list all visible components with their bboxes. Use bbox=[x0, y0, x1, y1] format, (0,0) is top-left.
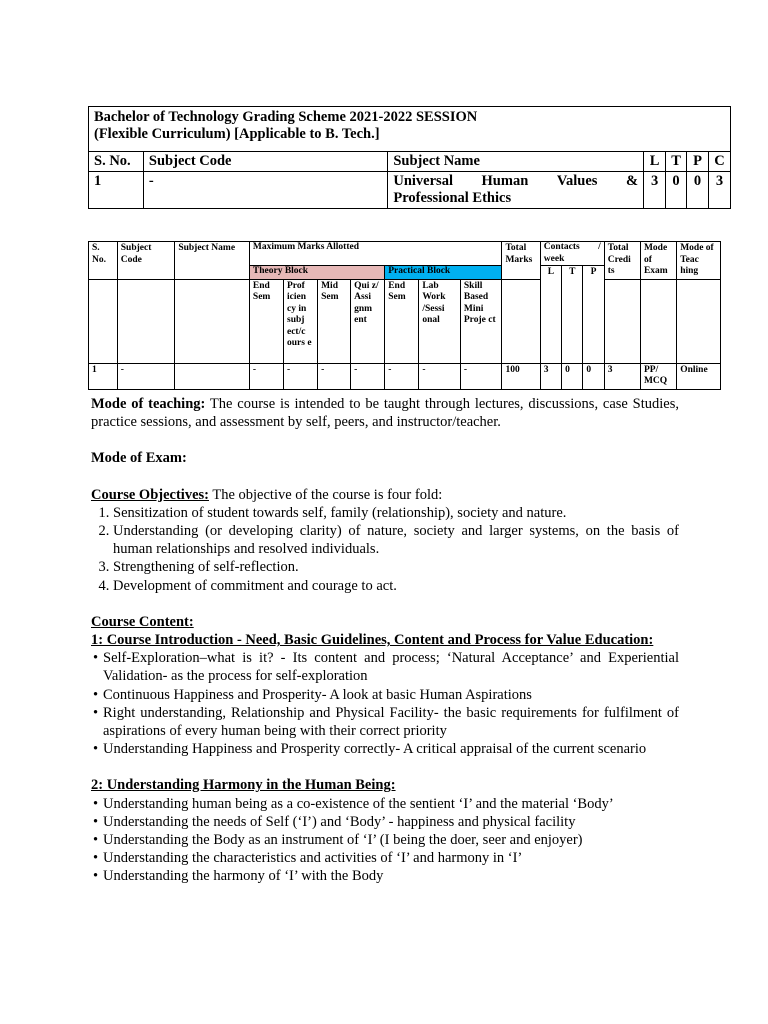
marks-cell: - bbox=[117, 363, 175, 389]
marks-cell: 100 bbox=[502, 363, 540, 389]
marks-cell: - bbox=[284, 363, 318, 389]
marks-allotted-table bbox=[88, 241, 721, 390]
subject-p: 0 bbox=[687, 172, 709, 209]
contacts-week: week bbox=[543, 253, 565, 264]
col-t: T bbox=[666, 152, 687, 172]
contacts-header bbox=[540, 242, 604, 266]
marks-cell: - bbox=[419, 363, 461, 389]
subject-name-word: Values bbox=[556, 173, 598, 189]
subject-name-line1 bbox=[393, 173, 638, 190]
mode-of-exam-label: Mode of Exam: bbox=[91, 450, 187, 467]
subject-sno: 1 bbox=[89, 172, 144, 209]
mode-of-teaching-text: The course is intended to be taught through lectures, discussions, case Studies, practice sessions, and assessment by self, peers, and instructor/teacher. bbox=[91, 396, 679, 431]
marks-cell: 0 bbox=[562, 363, 583, 389]
objective-item: 4. Development of commitment and courage to act. bbox=[113, 577, 679, 595]
col-l: L bbox=[644, 152, 666, 172]
subject-name-word: & bbox=[625, 173, 639, 189]
col-subject-code: Subject Code bbox=[143, 152, 387, 172]
unit2-title: 2: Understanding Harmony in the Human Being: bbox=[91, 777, 396, 794]
max-marks-header: Maximum Marks Allotted bbox=[249, 242, 502, 266]
total-marks-header: Total Marks bbox=[502, 242, 540, 280]
contact-col-p: P bbox=[583, 266, 604, 364]
scheme-title-line1: Bachelor of Technology Grading Scheme 2021-2022 SESSION bbox=[94, 109, 478, 125]
col-p: P bbox=[687, 152, 709, 172]
subject-row bbox=[89, 172, 731, 209]
marks-cell: - bbox=[249, 363, 283, 389]
unit2-list bbox=[91, 795, 679, 886]
subject-name-line2: Professional Ethics bbox=[393, 190, 512, 206]
subject-t: 0 bbox=[666, 172, 687, 209]
marks-cell: - bbox=[460, 363, 502, 389]
theory-quiz: Qui z/ Assi gnm ent bbox=[351, 279, 385, 363]
marks-col-name: Subject Name bbox=[175, 242, 250, 280]
marks-blank bbox=[604, 279, 640, 363]
unit2-item: • Understanding the needs of Self (‘I’) and ‘Body’ - happiness and physical facility bbox=[103, 813, 679, 831]
objective-item: 1. Sensitization of student towards self, family (relationship), society and nature. bbox=[113, 504, 679, 522]
marks-blank bbox=[89, 279, 118, 363]
marks-blank bbox=[117, 279, 175, 363]
scheme-title-line2: (Flexible Curriculum) [Applicable to B. Tech.] bbox=[94, 126, 380, 142]
contacts-label: Contacts bbox=[543, 242, 580, 252]
unit2-item: • Understanding human being as a co-existence of the sentient ‘I’ and the material ‘Body’ bbox=[103, 795, 679, 813]
col-c: C bbox=[708, 152, 730, 172]
course-objectives-text: The objective of the course is four fold: bbox=[208, 486, 443, 503]
unit1-list bbox=[91, 649, 679, 758]
col-sno: S. No. bbox=[89, 152, 144, 172]
practical-end-sem: End Sem bbox=[385, 279, 419, 363]
marks-blank bbox=[502, 279, 540, 363]
subject-c: 3 bbox=[708, 172, 730, 209]
marks-data-row bbox=[89, 363, 721, 389]
course-content-label: Course Content: bbox=[91, 613, 194, 630]
subject-code: - bbox=[143, 172, 387, 209]
marks-cell: 0 bbox=[583, 363, 604, 389]
contact-col-l: L bbox=[540, 266, 561, 364]
marks-cell: - bbox=[351, 363, 385, 389]
marks-cell: PP/ MCQ bbox=[640, 363, 676, 389]
mode-teaching-header: Mode of Teac hing bbox=[677, 242, 721, 280]
marks-blank bbox=[640, 279, 676, 363]
subject-name bbox=[388, 172, 644, 209]
unit1-item: • Self-Exploration–what is it? - Its content and process; ‘Natural Acceptance’ and Experiential Validation- as the process for self-exploration bbox=[103, 649, 679, 685]
marks-cell: - bbox=[385, 363, 419, 389]
marks-blank bbox=[175, 279, 250, 363]
objective-item: 3. Strengthening of self-reflection. bbox=[113, 558, 679, 576]
mode-of-teaching-paragraph bbox=[91, 395, 679, 431]
course-description bbox=[91, 395, 679, 886]
unit2-item: • Understanding the characteristics and activities of ‘I’ and harmony in ‘I’ bbox=[103, 849, 679, 867]
col-subject-name: Subject Name bbox=[388, 152, 644, 172]
scheme-title-cell bbox=[89, 107, 731, 152]
marks-cell: 3 bbox=[540, 363, 561, 389]
marks-cell: Online bbox=[677, 363, 721, 389]
unit1-title: 1: Course Introduction - Need, Basic Guidelines, Content and Process for Value Education: bbox=[91, 632, 654, 649]
theory-end-sem: End Sem bbox=[249, 279, 283, 363]
theory-proficiency: Prof icien cy in subj ect/c ours e bbox=[284, 279, 318, 363]
course-objectives-label: Course Objectives: bbox=[91, 486, 209, 503]
course-objectives-paragraph bbox=[91, 486, 679, 504]
marks-cell bbox=[175, 363, 250, 389]
contacts-slash: / bbox=[598, 242, 601, 252]
practical-block-header: Practical Block bbox=[385, 266, 502, 280]
theory-mid-sem: Mid Sem bbox=[318, 279, 351, 363]
subject-name-word: Universal bbox=[393, 173, 453, 189]
practical-lab-work: Lab Work /Sessi onal bbox=[419, 279, 461, 363]
theory-block-header: Theory Block bbox=[249, 266, 384, 280]
unit1-item: • Right understanding, Relationship and Physical Facility- the basic requirements for fulfilment of aspirations of every human being with their correct priority bbox=[103, 704, 679, 740]
grading-scheme-header-table bbox=[88, 106, 731, 209]
marks-col-sno: S. No. bbox=[89, 242, 118, 280]
unit2-item: • Understanding the harmony of ‘I’ with the Body bbox=[103, 867, 679, 885]
total-credits-header: Total Credi ts bbox=[604, 242, 640, 280]
subject-l: 3 bbox=[644, 172, 666, 209]
unit1-item: • Continuous Happiness and Prosperity- A look at basic Human Aspirations bbox=[103, 686, 679, 704]
objective-item: 2. Understanding (or developing clarity) of nature, society and larger systems, on the basis of human relationships and resolved individuals. bbox=[113, 522, 679, 558]
subject-name-word: Human bbox=[481, 173, 529, 189]
marks-cell: 1 bbox=[89, 363, 118, 389]
unit1-item: • Understanding Happiness and Prosperity correctly- A critical appraisal of the current scenario bbox=[103, 740, 679, 758]
mode-exam-header: Mode of Exam bbox=[640, 242, 676, 280]
marks-blank bbox=[677, 279, 721, 363]
unit2-item: • Understanding the Body as an instrument of ‘I’ (I being the doer, seer and enjoyer) bbox=[103, 831, 679, 849]
marks-cell: - bbox=[318, 363, 351, 389]
header-columns-row bbox=[89, 152, 731, 172]
marks-col-code: Subject Code bbox=[117, 242, 175, 280]
practical-skill: Skill Based Mini Proje ct bbox=[460, 279, 502, 363]
objectives-list bbox=[91, 504, 679, 595]
contact-col-t: T bbox=[562, 266, 583, 364]
marks-cell: 3 bbox=[604, 363, 640, 389]
mode-of-teaching-label: Mode of teaching: bbox=[91, 396, 206, 412]
